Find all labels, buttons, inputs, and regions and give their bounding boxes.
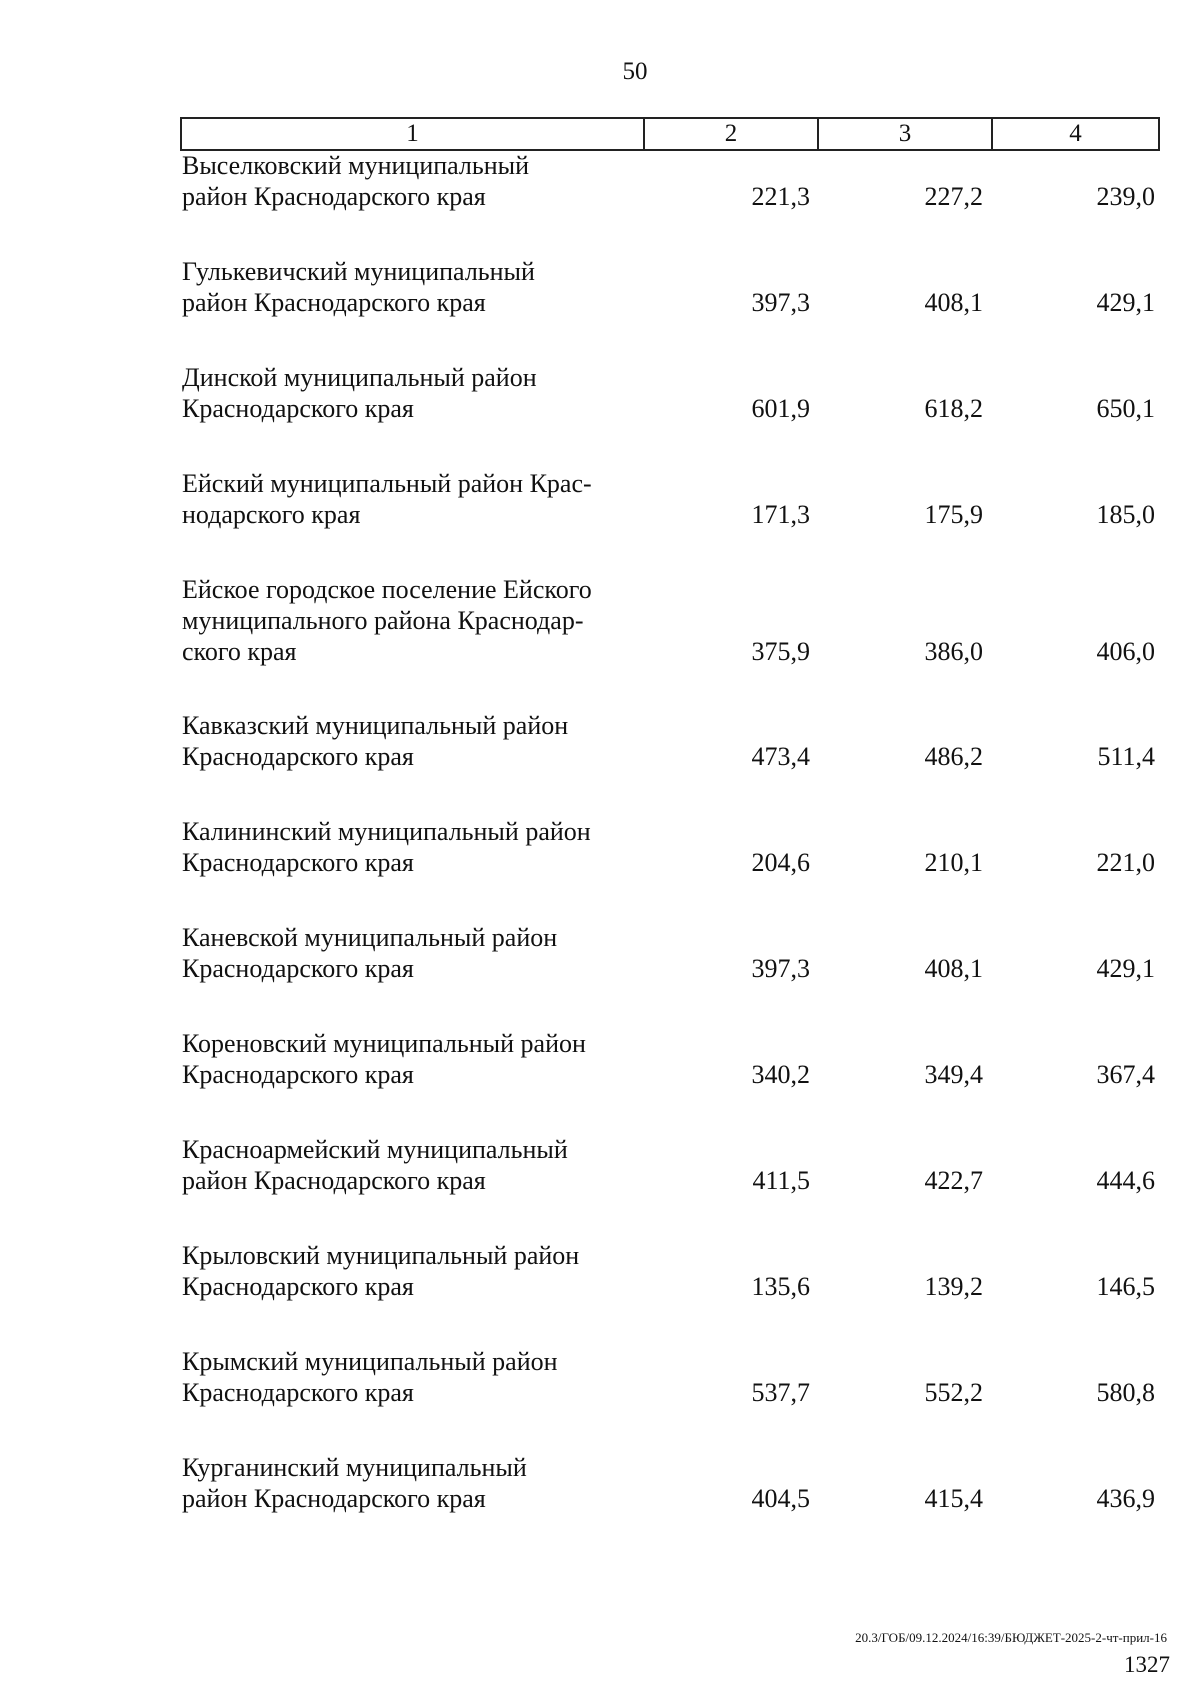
- table-row: [180, 256, 1160, 362]
- row-value-col-4: 221,0: [1096, 848, 1155, 877]
- row-value-col-3: 408,1: [924, 288, 983, 317]
- row-value-col-4: 580,8: [1096, 1378, 1155, 1407]
- row-value-col-4: 511,4: [1097, 742, 1155, 771]
- row-value-col-2: 397,3: [751, 954, 810, 983]
- row-name: Крымский муниципальный район Краснодарского края: [182, 1347, 558, 1407]
- row-value-col-3: 618,2: [924, 394, 983, 423]
- row-name: Динской муниципальный район Краснодарского края: [182, 363, 537, 423]
- row-value-col-2: 404,5: [751, 1484, 810, 1513]
- table-row: [180, 1346, 1160, 1452]
- row-name: Кавказский муниципальный район Краснодарского края: [182, 711, 569, 771]
- row-value-col-4: 436,9: [1096, 1484, 1155, 1513]
- row-value-col-4: 650,1: [1096, 394, 1155, 423]
- row-name: Гулькевичский муниципальный район Краснодарского края: [182, 257, 535, 317]
- row-value-col-3: 139,2: [924, 1272, 983, 1301]
- row-value-col-2: 340,2: [751, 1060, 810, 1089]
- row-name: Выселковский муниципальный район Краснодарского края: [182, 151, 530, 211]
- row-value-col-3: 415,4: [924, 1484, 983, 1513]
- page-number: 50: [622, 58, 648, 85]
- row-value-col-4: 146,5: [1096, 1272, 1155, 1301]
- table-row: [180, 816, 1160, 922]
- table-row: [180, 1134, 1160, 1240]
- row-value-col-2: 537,7: [751, 1378, 810, 1407]
- row-name: Курганинский муниципальный район Краснодарского края: [182, 1453, 527, 1513]
- row-value-col-4: 367,4: [1096, 1060, 1155, 1089]
- row-name: Ейское городское поселение Ейского муниципального района Краснодар- ского края: [182, 575, 592, 666]
- row-value-col-2: 397,3: [751, 288, 810, 317]
- table-header: [180, 117, 1160, 151]
- row-name: Красноармейский муниципальный район Краснодарского края: [182, 1135, 568, 1195]
- header-col-3: 3: [817, 119, 991, 149]
- sheet-number: 1327: [1124, 1652, 1170, 1677]
- row-value-col-4: 239,0: [1096, 182, 1155, 211]
- row-value-col-4: 406,0: [1096, 637, 1155, 666]
- row-value-col-4: 429,1: [1096, 288, 1155, 317]
- table-row: [180, 1452, 1160, 1558]
- row-value-col-3: 386,0: [924, 637, 983, 666]
- table-row: [180, 150, 1160, 256]
- header-col-2: 2: [643, 119, 817, 149]
- header-col-1: 1: [406, 120, 419, 147]
- row-value-col-3: 408,1: [924, 954, 983, 983]
- row-value-col-2: 375,9: [751, 637, 810, 666]
- table-row: [180, 468, 1160, 574]
- table-body: [180, 150, 1160, 1558]
- row-value-col-4: 429,1: [1096, 954, 1155, 983]
- row-value-col-3: 486,2: [924, 742, 983, 771]
- row-value-col-4: 444,6: [1096, 1166, 1155, 1195]
- header-col-4: 4: [991, 119, 1158, 149]
- table-row: [180, 710, 1160, 816]
- row-value-col-2: 135,6: [751, 1272, 810, 1301]
- table-row: [180, 1028, 1160, 1134]
- row-name: Каневской муниципальный район Краснодарского края: [182, 923, 558, 983]
- row-value-col-2: 473,4: [751, 742, 810, 771]
- row-value-col-3: 422,7: [924, 1166, 983, 1195]
- row-value-col-2: 221,3: [751, 182, 810, 211]
- row-value-col-2: 171,3: [751, 500, 810, 529]
- table-row: [180, 574, 1160, 710]
- row-value-col-3: 175,9: [924, 500, 983, 529]
- table-row: [180, 362, 1160, 468]
- row-value-col-3: 552,2: [924, 1378, 983, 1407]
- row-name: Калининский муниципальный район Краснодарского края: [182, 817, 591, 877]
- row-name: Ейский муниципальный район Крас- нодарского края: [182, 469, 592, 529]
- row-name: Крыловский муниципальный район Краснодарского края: [182, 1241, 580, 1301]
- row-value-col-3: 227,2: [924, 182, 983, 211]
- row-value-col-3: 210,1: [924, 848, 983, 877]
- row-name: Кореновский муниципальный район Краснодарского края: [182, 1029, 586, 1089]
- row-value-col-3: 349,4: [924, 1060, 983, 1089]
- row-value-col-2: 601,9: [751, 394, 810, 423]
- table-row: [180, 922, 1160, 1028]
- row-value-col-2: 204,6: [751, 848, 810, 877]
- row-value-col-4: 185,0: [1096, 500, 1155, 529]
- row-value-col-2: 411,5: [752, 1166, 810, 1195]
- document-code: 20.3/ГОБ/09.12.2024/16:39/БЮДЖЕТ-2025-2-чт-прил-16: [855, 1630, 1167, 1645]
- table-row: [180, 1240, 1160, 1346]
